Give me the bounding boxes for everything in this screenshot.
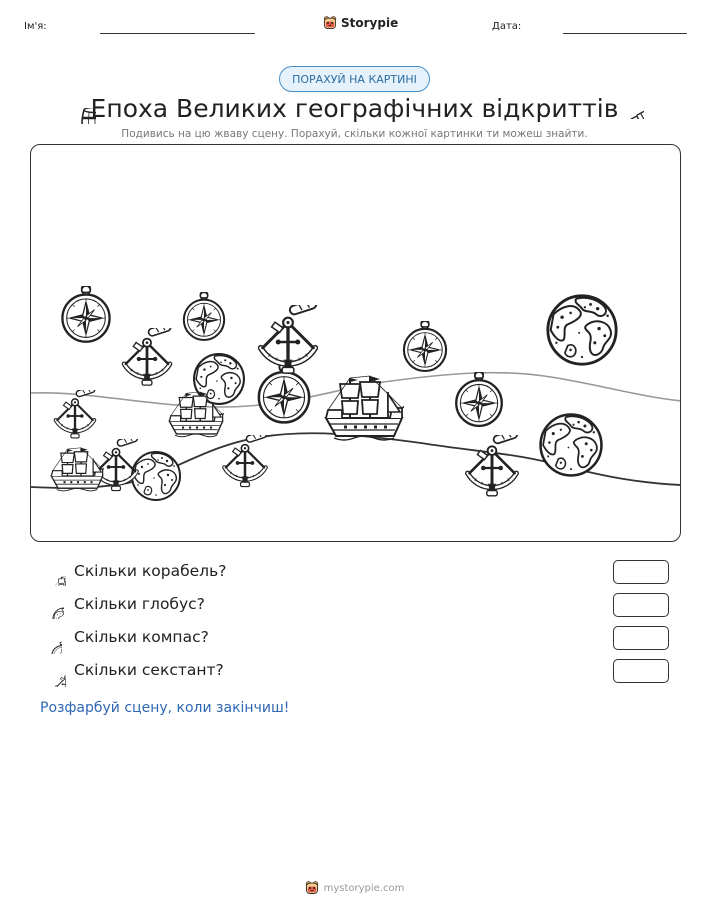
sextant-icon [124, 323, 171, 385]
question-text: Скільки секстант? [74, 661, 224, 679]
bear-logo-icon [305, 880, 319, 896]
ship-icon [40, 562, 66, 586]
question-row [40, 560, 670, 588]
answer-box[interactable] [613, 626, 669, 650]
ship-icon [326, 376, 412, 440]
question-row [40, 659, 670, 687]
ship-icon [51, 448, 109, 491]
compass-icon [456, 372, 502, 426]
page-title: Епоха Великих географічних відкриттів [90, 94, 619, 123]
question-row [40, 593, 670, 621]
footer-url[interactable]: mystorypie.com [323, 882, 405, 894]
footer [0, 880, 709, 896]
answer-box[interactable] [613, 560, 669, 584]
brand-name: Storypie [341, 16, 399, 30]
name-write-line[interactable] [100, 33, 255, 34]
sextant-icon [40, 661, 66, 687]
sextant-icon [468, 429, 519, 495]
compass-icon [62, 286, 109, 342]
sextant-icon [224, 430, 267, 486]
question-text: Скільки компас? [74, 628, 209, 646]
brand-logo [323, 13, 398, 33]
instructions-subtitle: Подивись на цю жваву сцену. Порахуй, скільки кожної картинки ти можеш знайти. [121, 128, 588, 140]
spyglass-icon [610, 93, 644, 119]
counting-scene [30, 144, 681, 542]
globe-icon [548, 296, 616, 364]
answer-box[interactable] [613, 659, 669, 683]
globe-icon [132, 452, 180, 500]
question-text: Скільки глобус? [74, 595, 205, 613]
compass-icon [404, 321, 446, 371]
coloring-instruction: Розфарбуй сцену, коли закінчиш! [40, 700, 290, 716]
globe-icon [40, 595, 64, 619]
date-write-line[interactable] [563, 33, 687, 34]
activity-badge: ПОРАХУЙ НА КАРТИНІ [279, 66, 430, 92]
compass-icon [184, 292, 224, 340]
answer-box[interactable] [613, 593, 669, 617]
compass-icon [40, 628, 62, 654]
question-row [40, 626, 670, 654]
date-label: Дата: [492, 21, 522, 32]
globe-icon [541, 415, 602, 476]
name-label: Ім'я: [24, 21, 47, 32]
bear-logo-icon [323, 15, 337, 31]
scene-drawing [31, 145, 681, 542]
question-text: Скільки корабель? [74, 562, 227, 580]
sextant-icon [261, 299, 318, 373]
